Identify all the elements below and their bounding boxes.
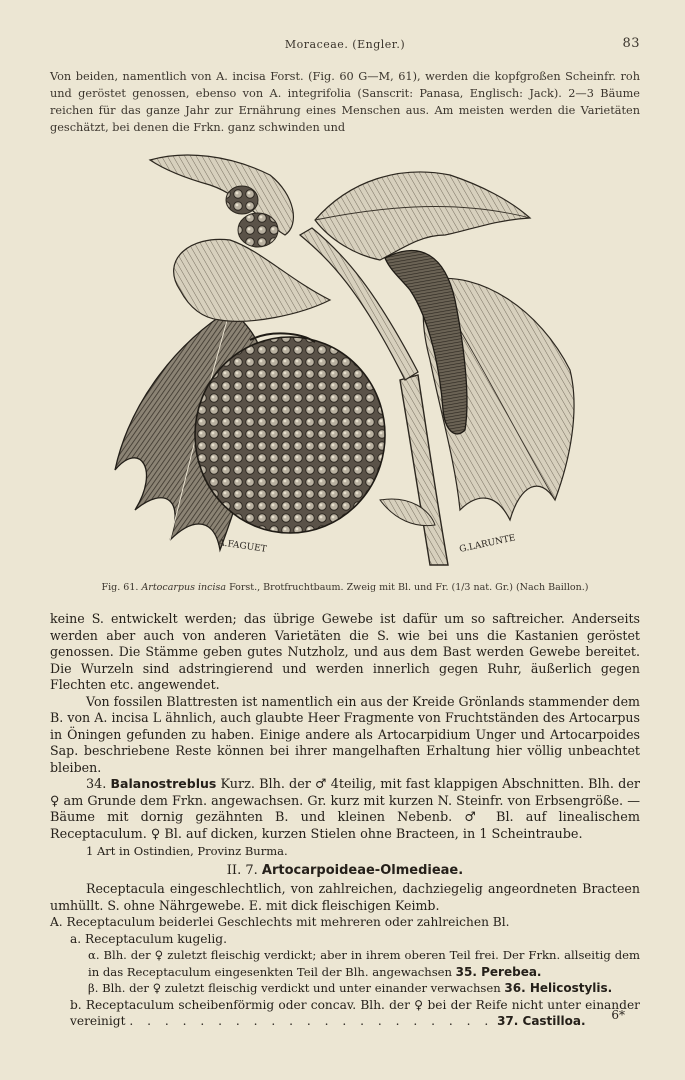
caption-species: Artocarpus incisa: [141, 582, 227, 593]
top-paragraph: Von beiden, namentlich von A. incisa Forst. (Fig. 60 G—M, 61), werden die kopfgroßen Scheinfr. roh und geröstet genossen, ebenso von A. integrifolia (Sanscrit: Panasa, Englisch: Jack). 2—3 Bäume reichen für das ganze Jahr zur Ernährung eines Menschen aus. Am meisten werden die Varietäten geschätzt, bei denen die Frkn. ganz schwinden und: [50, 70, 640, 134]
bud: [226, 186, 258, 214]
genus-helicostylis: 36. Helicostylis.: [504, 981, 613, 995]
genus-description: Kurz. Blh. der ♂ 4teilig, mit fast klappigen Abschnitten. Blh. der ♀ am Grunde dem Frkn. angewachsen. Gr. kurz mit kurzen N. Steinfr. von Erbsengröße. — Bäume mit dornig gezähnten B. und kleinen Nebenb. ♂ Bl. auf linealischem Receptaculum. ♀ Bl. auf dicken, kurzen Stielen ohne Bracteen, in 1 Scheintraube.: [50, 777, 641, 842]
paragraph: Von fossilen Blattresten ist namentlich ein aus der Kreide Grönlands stammender dem B. von A. incisa L ähnlich, auch glaubte Heer Fragmente von Fruchtständen des Artocarpus in Öningen gefunden zu haben. Einige andere als Artocarpidium Unger und Artocarpoides Sap. beschriebene Reste können bei ihrer mangelhaften Erhaltung hier völlig unbeachtet bleiben.: [50, 693, 640, 775]
key-text: b. Receptaculum scheibenförmig oder concav. Blh. der ♀ bei der Reife nicht unter einander vereinigt: [70, 997, 640, 1028]
distribution-note: 1 Art in Ostindien, Provinz Burma.: [86, 844, 288, 858]
breadfruit: [195, 337, 385, 533]
key-item-a: a. Receptaculum kugelig.: [70, 931, 227, 946]
page-number: 83: [622, 36, 640, 51]
key-text: α. Blh. der ♀ zuletzt fleischig verdickt; aber in ihrem oberen Teil frei. Der Frkn. allseitig dem in das Receptaculum eingesenkten Teil der Blh. angewachsen: [88, 948, 640, 979]
caption-rest: Forst., Brotfruchtbaum. Zweig mit Bl. und Fr. (1/3 nat. Gr.) (Nach Baillon.): [229, 582, 589, 593]
key-item-beta: [50, 980, 640, 997]
paragraph: keine S. entwickelt werden; das übrige Gewebe ist dafür um so saftreicher. Anderseits werden aber auch von anderen Varietäten die S. wie bei uns die Kastanien geröstet genossen. Die Stämme geben gutes Nutzholz, und aus dem Bast werden Gewebe bereitet. Die Wurzeln sind adstringierend und werden innerlich gegen Ruhr, äußerlich gegen Flechten etc. angewendet.: [50, 611, 640, 692]
key-item-A: A. Receptaculum beiderlei Geschlechts mit mehreren oder zahlreichen Bl.: [50, 915, 510, 929]
engraver-signature-right: G.LARUNTE: [458, 533, 517, 555]
genus-name: Balanostreblus: [110, 776, 217, 791]
bud: [238, 213, 278, 247]
genus-number: 34.: [86, 777, 107, 792]
body-text: [50, 611, 640, 1030]
leaf-upper-right: [315, 172, 530, 260]
leaf-upper-left: [174, 239, 330, 321]
genus-entry: [50, 776, 640, 843]
printer-signature: 6*: [611, 1008, 625, 1022]
genus-perebea: 35. Perebea.: [455, 964, 542, 979]
key-text: β. Blh. der ♀ zuletzt fleischig verdickt und unter einander verwachsen: [88, 981, 501, 995]
running-title: Moraceae. (Engler.): [284, 38, 406, 51]
key-item-alpha: [50, 947, 640, 980]
figure-caption: [50, 582, 640, 598]
engraver-signature-left: A.FAGUET: [217, 538, 268, 555]
section-heading: [50, 863, 640, 880]
genus-castilloa: 37. Castilloa.: [497, 1014, 586, 1028]
caption-prefix: Fig. 61.: [101, 582, 139, 593]
running-head: [50, 38, 640, 54]
breadfruit-illustration: [100, 140, 590, 575]
key-item-b: [50, 997, 640, 1030]
section-title: Artocarpoideae-Olmedieae.: [261, 862, 464, 878]
leader-dots: . . . . . . . . . . . . . . . . . . . . .: [129, 1014, 494, 1028]
section-number: II. 7.: [226, 862, 258, 878]
paragraph: Receptacula eingeschlechtlich, von zahlreichen, dachziegelig angeordneten Bracteen umhüllt. S. ohne Nährgewebe. E. mit dick fleischigen Keimb.: [50, 881, 640, 913]
